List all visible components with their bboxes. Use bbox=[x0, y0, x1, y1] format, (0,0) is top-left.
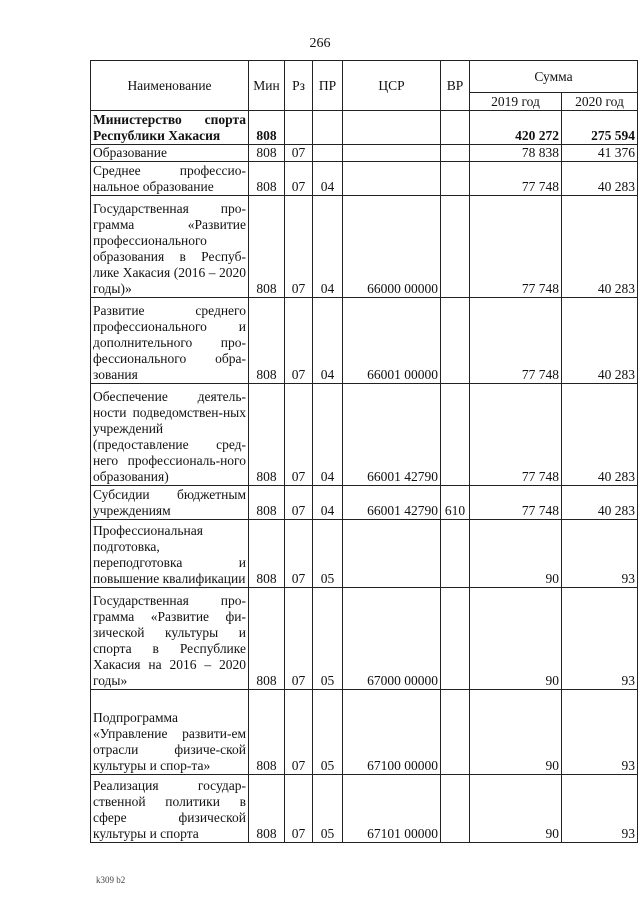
row-rz: 07 bbox=[285, 298, 313, 384]
row-sum-2020: 93 bbox=[562, 775, 638, 843]
row-min: 808 bbox=[249, 486, 285, 520]
row-sum-2019: 77 748 bbox=[470, 196, 562, 298]
row-sum-2019: 77 748 bbox=[470, 486, 562, 520]
row-sum-2020: 40 283 bbox=[562, 384, 638, 486]
row-csr bbox=[343, 145, 441, 162]
row-csr: 67101 00000 bbox=[343, 775, 441, 843]
row-pr bbox=[313, 111, 343, 145]
row-sum-2020: 275 594 bbox=[562, 111, 638, 145]
row-csr: 66000 00000 bbox=[343, 196, 441, 298]
row-vr bbox=[441, 775, 470, 843]
table-row bbox=[91, 145, 638, 162]
row-min: 808 bbox=[249, 145, 285, 162]
budget-table bbox=[90, 60, 638, 843]
table-row bbox=[91, 775, 638, 843]
table-row bbox=[91, 298, 638, 384]
row-csr: 66001 00000 bbox=[343, 298, 441, 384]
row-sum-2019: 77 748 bbox=[470, 162, 562, 196]
row-sum-2019: 90 bbox=[470, 775, 562, 843]
header-year-2020: 2020 год bbox=[562, 93, 638, 111]
row-rz: 07 bbox=[285, 588, 313, 690]
row-csr: 67000 00000 bbox=[343, 588, 441, 690]
row-pr: 05 bbox=[313, 588, 343, 690]
row-min: 808 bbox=[249, 775, 285, 843]
row-min: 808 bbox=[249, 520, 285, 588]
row-name: Развитие среднего профессионального и дополнительного про-фессионального обра-зования bbox=[91, 298, 249, 384]
table-row bbox=[91, 520, 638, 588]
row-pr: 05 bbox=[313, 775, 343, 843]
row-csr: 67100 00000 bbox=[343, 690, 441, 775]
header-year-2019: 2019 год bbox=[470, 93, 562, 111]
row-sum-2019: 90 bbox=[470, 588, 562, 690]
page-number: 266 bbox=[309, 36, 331, 51]
row-sum-2019: 90 bbox=[470, 690, 562, 775]
table-row bbox=[91, 162, 638, 196]
row-vr bbox=[441, 162, 470, 196]
header-sum: Сумма bbox=[470, 61, 638, 93]
row-pr: 05 bbox=[313, 690, 343, 775]
row-pr: 04 bbox=[313, 486, 343, 520]
row-rz: 07 bbox=[285, 384, 313, 486]
row-sum-2019: 77 748 bbox=[470, 298, 562, 384]
row-min: 808 bbox=[249, 690, 285, 775]
row-sum-2020: 41 376 bbox=[562, 145, 638, 162]
row-vr bbox=[441, 588, 470, 690]
row-pr: 05 bbox=[313, 520, 343, 588]
row-vr bbox=[441, 520, 470, 588]
row-vr bbox=[441, 196, 470, 298]
row-sum-2019: 420 272 bbox=[470, 111, 562, 145]
table-row bbox=[91, 486, 638, 520]
row-name: Государственная про-грамма «Развитие профессионального образования в Респуб-лике Хакасия (2016 – 2020 годы)» bbox=[91, 196, 249, 298]
row-pr: 04 bbox=[313, 298, 343, 384]
row-rz: 07 bbox=[285, 145, 313, 162]
row-csr bbox=[343, 162, 441, 196]
row-sum-2020: 40 283 bbox=[562, 162, 638, 196]
row-sum-2020: 93 bbox=[562, 520, 638, 588]
row-sum-2020: 40 283 bbox=[562, 486, 638, 520]
row-rz: 07 bbox=[285, 196, 313, 298]
row-pr: 04 bbox=[313, 162, 343, 196]
row-csr: 66001 42790 bbox=[343, 486, 441, 520]
row-vr bbox=[441, 298, 470, 384]
header-csr: ЦСР bbox=[343, 61, 441, 111]
row-min: 808 bbox=[249, 298, 285, 384]
row-min: 808 bbox=[249, 588, 285, 690]
row-rz: 07 bbox=[285, 162, 313, 196]
row-name: Образование bbox=[91, 145, 249, 162]
row-vr bbox=[441, 384, 470, 486]
row-sum-2019: 77 748 bbox=[470, 384, 562, 486]
row-rz: 07 bbox=[285, 486, 313, 520]
row-csr bbox=[343, 520, 441, 588]
row-sum-2020: 40 283 bbox=[562, 298, 638, 384]
row-name: Подпрограмма «Управление развити-ем отрасли физиче-ской культуры и спор-та» bbox=[91, 690, 249, 775]
row-csr: 66001 42790 bbox=[343, 384, 441, 486]
header-pr: ПР bbox=[313, 61, 343, 111]
row-vr bbox=[441, 145, 470, 162]
row-min: 808 bbox=[249, 162, 285, 196]
header-rz: Рз bbox=[285, 61, 313, 111]
header-min: Мин bbox=[249, 61, 285, 111]
table-row bbox=[91, 111, 638, 145]
row-rz bbox=[285, 111, 313, 145]
table-row bbox=[91, 196, 638, 298]
row-sum-2020: 93 bbox=[562, 588, 638, 690]
row-sum-2020: 93 bbox=[562, 690, 638, 775]
row-sum-2019: 90 bbox=[470, 520, 562, 588]
row-name: Государственная про-грамма «Развитие фи-зической культуры и спорта в Республике Хакасия на 2016 – 2020 годы» bbox=[91, 588, 249, 690]
row-sum-2020: 40 283 bbox=[562, 196, 638, 298]
row-name: Субсидии бюджетным учреждениям bbox=[91, 486, 249, 520]
header-vr: ВР bbox=[441, 61, 470, 111]
row-min: 808 bbox=[249, 111, 285, 145]
row-min: 808 bbox=[249, 196, 285, 298]
row-rz: 07 bbox=[285, 775, 313, 843]
row-name: Профессиональная подготовка, переподготовка и повышение квалификации bbox=[91, 520, 249, 588]
row-csr bbox=[343, 111, 441, 145]
row-sum-2019: 78 838 bbox=[470, 145, 562, 162]
row-pr bbox=[313, 145, 343, 162]
row-pr: 04 bbox=[313, 196, 343, 298]
row-pr: 04 bbox=[313, 384, 343, 486]
table-row bbox=[91, 690, 638, 775]
table-row bbox=[91, 588, 638, 690]
row-vr: 610 bbox=[441, 486, 470, 520]
row-name: Министерство спорта Республики Хакасия bbox=[91, 111, 249, 145]
row-name: Реализация государ-ственной политики в сфере физической культуры и спорта bbox=[91, 775, 249, 843]
row-rz: 07 bbox=[285, 520, 313, 588]
table-row bbox=[91, 384, 638, 486]
row-name: Обеспечение деятель-ности подведомствен-ных учреждений (предоставление сред-него профессиональ-ного образования) bbox=[91, 384, 249, 486]
row-rz: 07 bbox=[285, 690, 313, 775]
row-name: Среднее профессио-нальное образование bbox=[91, 162, 249, 196]
header-name: Наименование bbox=[91, 61, 249, 111]
footer-code: k309 b2 bbox=[96, 875, 126, 885]
row-min: 808 bbox=[249, 384, 285, 486]
table-body bbox=[91, 111, 638, 843]
row-vr bbox=[441, 111, 470, 145]
row-vr bbox=[441, 690, 470, 775]
